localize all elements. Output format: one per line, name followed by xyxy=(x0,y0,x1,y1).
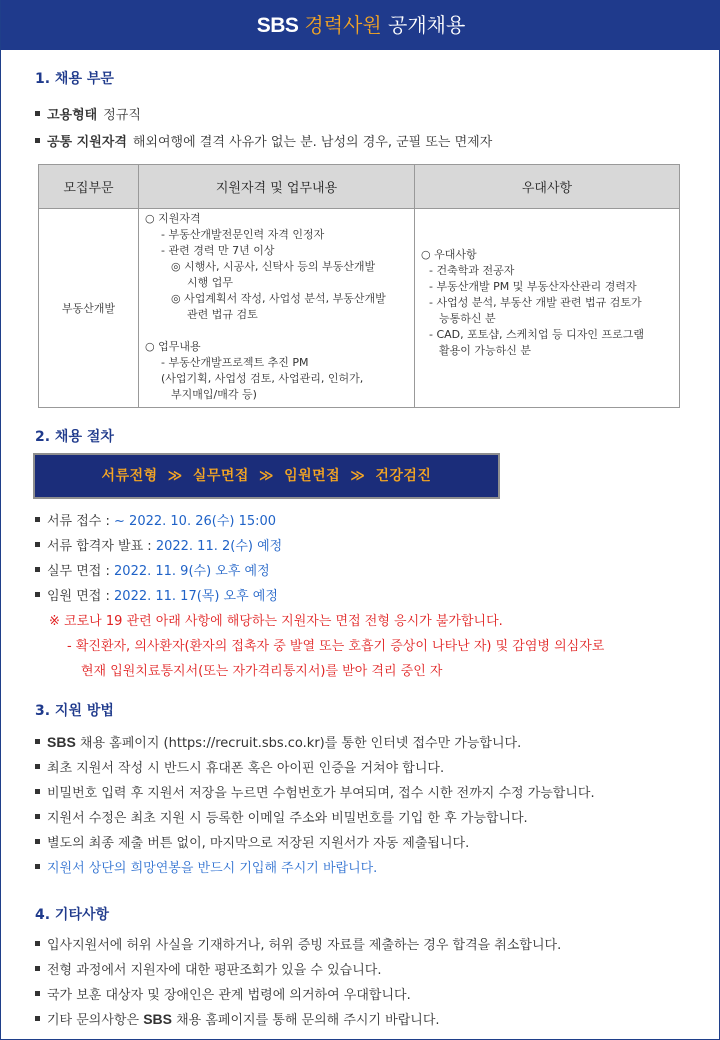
schedule-label: 서류 접수 : xyxy=(47,514,110,529)
apply-item xyxy=(35,782,595,801)
apply-item xyxy=(35,757,444,776)
qual-line: - 관련 경력 만 7년 이상 xyxy=(161,244,275,257)
etc-item xyxy=(35,959,381,978)
process-step: 실무면접 xyxy=(192,468,249,484)
sbs-logo: SBS xyxy=(256,14,299,37)
section-title-4: 4. 기타사항 xyxy=(35,907,110,923)
qual-line: - 부동산개발프로젝트 추진 PM xyxy=(161,356,309,369)
qual-line: ○ 업무내용 xyxy=(145,340,201,353)
pref-line: 활용이 가능하신 분 xyxy=(439,344,532,357)
pref-line: - 부동산개발 PM 및 부동산자산관리 경력자 xyxy=(429,280,637,293)
employment-label: 고용형태 xyxy=(47,108,98,123)
arrow-icon: ≫ xyxy=(350,468,366,484)
section-title-2: 2. 채용 절차 xyxy=(35,429,114,445)
bullet-icon xyxy=(35,567,40,572)
table-header: 지원자격 및 업무내용 xyxy=(139,165,415,209)
schedule-label: 임원 면접 : xyxy=(47,589,110,604)
apply-item xyxy=(35,832,469,851)
bullet-icon xyxy=(35,966,40,971)
etc-text: 기타 문의사항은 xyxy=(47,1013,140,1028)
schedule-item xyxy=(35,535,282,554)
etc-text: 채용 홈페이지를 통해 문의해 주시기 바랍니다. xyxy=(176,1013,440,1028)
schedule-item xyxy=(35,585,278,604)
process-step: 건강검진 xyxy=(375,468,432,484)
arrow-icon: ≫ xyxy=(167,468,183,484)
sbs-logo: SBS xyxy=(47,734,76,750)
bullet-icon xyxy=(35,542,40,547)
process-step: 임원면접 xyxy=(284,468,341,484)
bullet-icon xyxy=(35,991,40,996)
apply-text-highlight: 지원서 상단의 희망연봉을 반드시 기입해 주시기 바랍니다. xyxy=(47,861,378,876)
table-row xyxy=(39,209,680,408)
pref-line: - 건축학과 전공자 xyxy=(429,264,515,277)
covid-notice-title: ※ 코로나 19 관련 아래 사항에 해당하는 지원자는 면접 전형 응시가 불가합니다. xyxy=(49,614,503,629)
bullet-icon xyxy=(35,138,40,143)
page-header xyxy=(1,0,720,50)
schedule-item xyxy=(35,510,276,529)
process-banner xyxy=(33,453,500,499)
arrow-icon: ≫ xyxy=(258,468,275,484)
positions-table xyxy=(38,164,680,408)
qualifications-cell xyxy=(139,209,415,408)
common-label: 공통 지원자격 xyxy=(47,135,127,150)
qual-line: 부지매입/매각 등) xyxy=(171,388,257,401)
pref-line: - CAD, 포토샵, 스케치업 등 디자인 프로그램 xyxy=(429,328,645,341)
pref-line: 능통하신 분 xyxy=(439,312,496,325)
section-title-1: 1. 채용 부문 xyxy=(35,71,114,87)
qual-line: (사업기획, 사업성 검토, 사업관리, 인허가, xyxy=(161,372,364,385)
etc-item xyxy=(35,1009,440,1028)
schedule-label: 실무 면접 : xyxy=(47,564,110,579)
pref-line: ○ 우대사항 xyxy=(421,248,477,261)
bullet-icon xyxy=(35,814,40,819)
header-title: 공개채용 xyxy=(388,13,466,37)
apply-text: 별도의 최종 제출 버튼 없이, 마지막으로 저장된 지원서가 자동 제출됩니다. xyxy=(47,836,470,851)
bullet-icon xyxy=(35,517,40,522)
etc-text: 전형 과정에서 지원자에 대한 평판조회가 있을 수 있습니다. xyxy=(47,963,382,978)
pref-line: - 사업성 분석, 부동산 개발 관련 법규 검토가 xyxy=(429,296,642,309)
schedule-label: 서류 합격자 발표 : xyxy=(47,539,152,554)
qual-line: - 부동산개발전문인력 자격 인정자 xyxy=(161,228,325,241)
qual-line: 관련 법규 검토 xyxy=(187,308,258,321)
covid-notice-detail: 현재 입원치료통지서(또는 자가격리통지서)를 받아 격리 중인 자 xyxy=(81,664,443,679)
bullet-icon xyxy=(35,111,40,116)
bullet-icon xyxy=(35,764,40,769)
qual-line: ◎ 시행사, 시공사, 신탁사 등의 부동산개발 xyxy=(171,260,376,273)
apply-item xyxy=(35,732,521,751)
schedule-item xyxy=(35,560,270,579)
bullet-icon xyxy=(35,1016,40,1021)
qual-line: 시행 업무 xyxy=(187,276,234,289)
employment-value: 정규직 xyxy=(103,108,141,123)
header-accent-text: 경력사원 xyxy=(304,13,382,37)
etc-item xyxy=(35,934,561,953)
employment-type xyxy=(35,104,141,123)
process-step: 서류전형 xyxy=(101,468,158,484)
schedule-date: 2022. 11. 2(수) 예정 xyxy=(155,539,283,554)
apply-item xyxy=(35,807,528,826)
apply-text: 지원서 수정은 최초 지원 시 등록한 이메일 주소와 비밀번호를 기입 한 후 가능합니다. xyxy=(47,811,528,826)
apply-text: 비밀번호 입력 후 지원서 저장을 누르면 수험번호가 부여되며, 접수 시한 전까지 수정 가능합니다. xyxy=(47,786,595,801)
bullet-icon xyxy=(35,864,40,869)
schedule-date: 2022. 11. 17(목) 오후 예정 xyxy=(114,589,278,604)
bullet-icon xyxy=(35,789,40,794)
etc-text: 입사지원서에 허위 사실을 기재하거나, 허위 증빙 자료를 제출하는 경우 합격을 취소합니다. xyxy=(47,938,562,953)
apply-text: 채용 홈페이지 (https://recruit.sbs.co.kr)를 통한 인터넷 접수만 가능합니다. xyxy=(79,736,522,751)
table-header: 모집부문 xyxy=(39,165,139,209)
section-title-3: 3. 지원 방법 xyxy=(35,703,114,719)
schedule-date: ~ 2022. 10. 26(수) 15:00 xyxy=(114,514,277,529)
department-cell: 부동산개발 xyxy=(39,209,139,408)
etc-item xyxy=(35,984,411,1003)
bullet-icon xyxy=(35,839,40,844)
qual-line: ◎ 사업계획서 작성, 사업성 분석, 부동산개발 xyxy=(171,292,386,305)
preferences-cell xyxy=(415,209,680,408)
qual-line: ○ 지원자격 xyxy=(145,212,201,225)
covid-notice-detail: - 확진환자, 의사환자(환자의 접촉자 중 발열 또는 호흡기 증상이 나타난 자) 및 감염병 의심자로 xyxy=(67,639,605,654)
table-header: 우대사항 xyxy=(415,165,680,209)
common-qualification xyxy=(35,131,492,150)
common-value: 해외여행에 결격 사유가 없는 분. 남성의 경우, 군필 또는 면제자 xyxy=(132,135,493,150)
schedule-date: 2022. 11. 9(수) 오후 예정 xyxy=(114,564,270,579)
sbs-logo: SBS xyxy=(143,1011,172,1027)
bullet-icon xyxy=(35,739,40,744)
apply-text: 최초 지원서 작성 시 반드시 휴대폰 혹은 아이핀 인증을 거쳐야 합니다. xyxy=(47,761,445,776)
etc-text: 국가 보훈 대상자 및 장애인은 관계 법령에 의거하여 우대합니다. xyxy=(47,988,411,1003)
bullet-icon xyxy=(35,941,40,946)
apply-item xyxy=(35,857,377,876)
bullet-icon xyxy=(35,592,40,597)
